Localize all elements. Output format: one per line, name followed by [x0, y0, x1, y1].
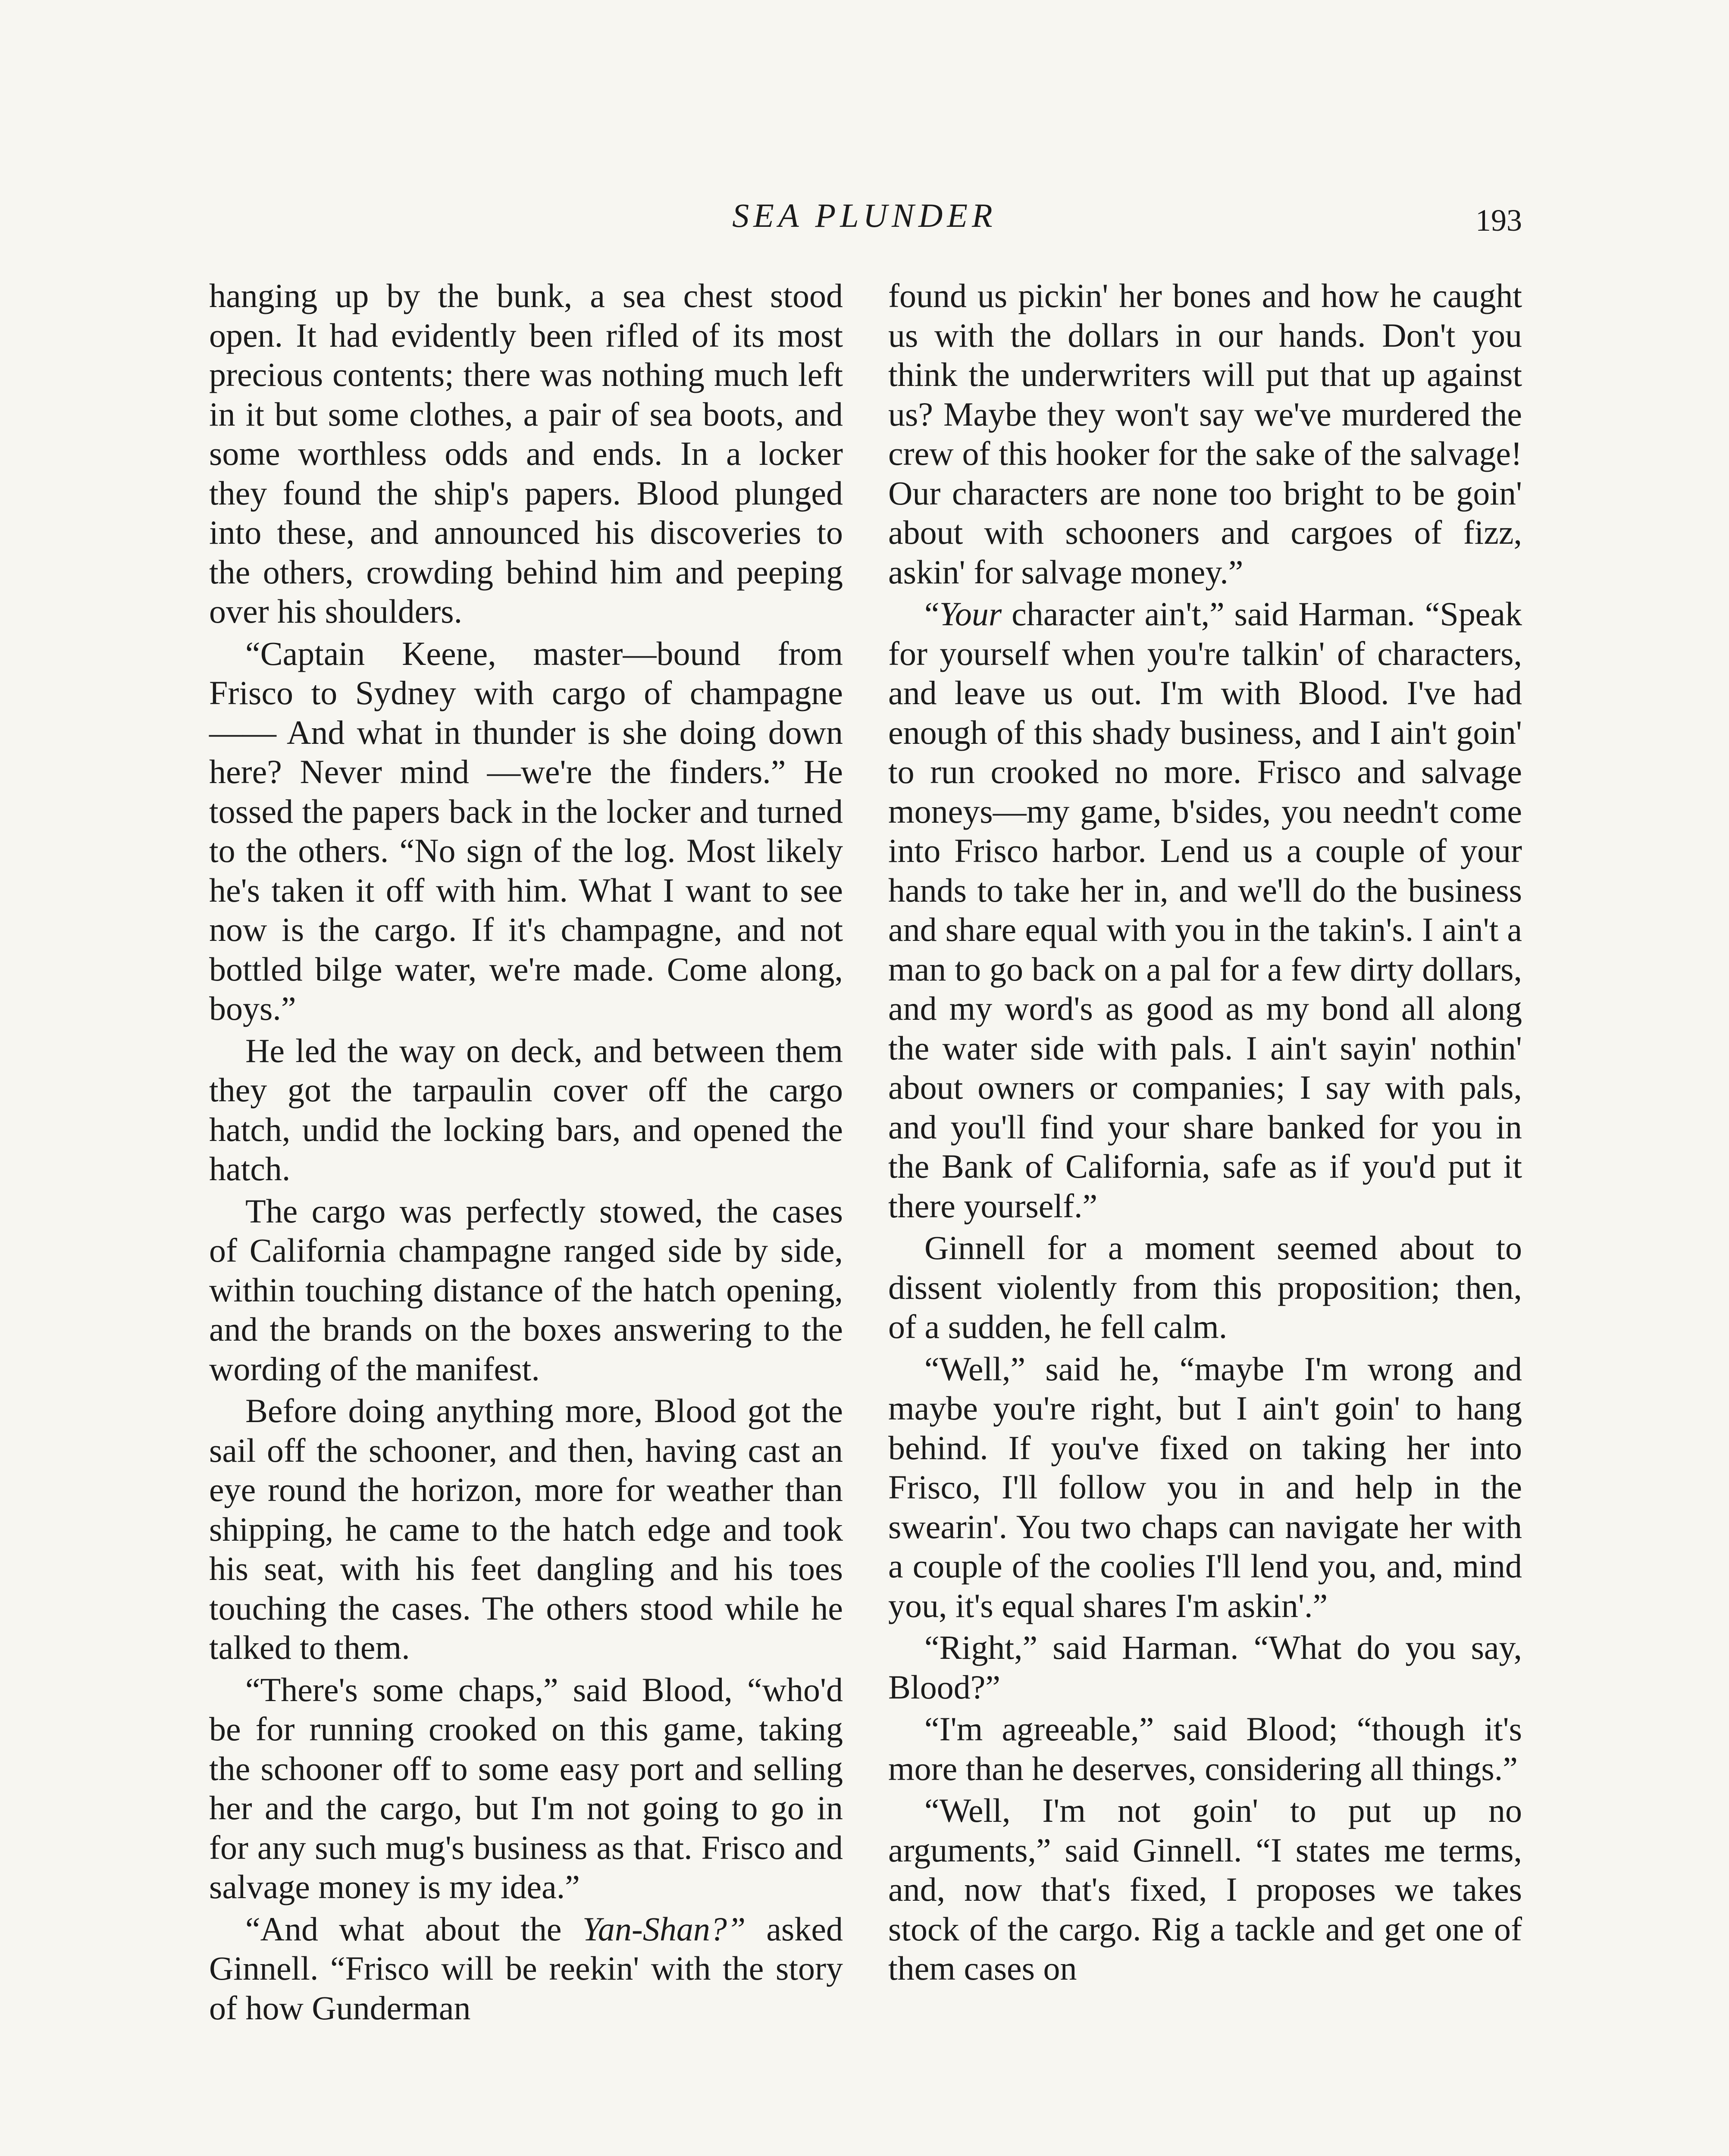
text-run: “And what about the: [245, 1910, 583, 1948]
text-run: asked Ginnell. “Frisco will be reekin' with the story of how Gunderman: [209, 1910, 843, 2027]
paragraph: “Captain Keene, master—bound from Frisco to Sydney with cargo of champagne—— And what in thunder is she doing down here? Never mind —we're the finders.” He tossed the papers back in the locker and turned to the others. “No sign of the log. Most likely he's taken it off with him. What I want to see now is the cargo. If it's champagne, and not bottled bilge water, we're made. Come along, boys.”: [209, 634, 843, 1027]
paragraph: hanging up by the bunk, a sea chest stood open. It had evidently been rifled of its most precious contents; there was nothing much left in it but some clothes, a pair of sea boots, and some worthless odds and ends. In a locker they found the ship's papers. Blood plunged into these, and announced his discoveries to the others, crowding behind him and peeping over his shoulders.: [209, 277, 843, 630]
paragraph: Before doing anything more, Blood got the sail off the schooner, and then, having cast an eye round the horizon, more for weather than shipping, he came to the hatch edge and took his seat, with his feet dangling and his toes touching the cases. The others stood while he talked to them.: [209, 1392, 843, 1666]
paragraph: “There's some chaps,” said Blood, “who'd be for running crooked on this game, taking the schooner off to some easy port and selling her and the cargo, but I'm not going to go in for any such mug's business as that. Frisco and salvage money is my idea.”: [209, 1670, 843, 1905]
running-head-title: SEA PLUNDER: [732, 197, 997, 234]
paragraph: The cargo was perfectly stowed, the cases of California champagne ranged side by side, within touching distance of the hatch opening, and the brands on the boxes answering to the wording of the manifest.: [209, 1192, 843, 1388]
text-run: character ain't,” said Harman. “Speak for yourself when you're talkin' of characters, and leave us out. I'm with Blood. I've had enough of this shady business, and I ain't goin' to run crooked no more. Frisco and salvage moneys—my game, b'sides, you needn't come into Frisco harbor. Lend us a couple of your hands to take her in, and we'll do the business and share equal with you in the takin's. I ain't a man to go back on a pal for a few dirty dollars, and my word's as good as my bond all along the water side with pals. I ain't sayin' nothin' about owners or companies; I say with pals, and you'll find your share banked for you in the Bank of California, safe as if you'd put it there yourself.”: [888, 595, 1522, 1225]
paragraph: He led the way on deck, and between them they got the tarpaulin cover off the cargo hatch, undid the locking bars, and opened the hatch.: [209, 1031, 843, 1188]
paragraph: “I'm agreeable,” said Blood; “though it's more than he deserves, considering all things.”: [888, 1710, 1522, 1787]
paragraph: [888, 594, 1522, 1225]
right-text-column: [888, 276, 1522, 1988]
italic-emphasis: Your: [939, 595, 1002, 633]
paragraph: Ginnell for a moment seemed about to dissent violently from this proposition; then, of a sudden, he fell calm.: [888, 1229, 1522, 1345]
paragraph: “Right,” said Harman. “What do you say, Blood?”: [888, 1629, 1522, 1706]
italic-ship-name: Yan-Shan?”: [582, 1910, 746, 1948]
paragraph: “Well, I'm not goin' to put up no arguments,” said Ginnell. “I states me terms, and, now that's fixed, I proposes we takes stock of the cargo. Rig a tackle and get one of them cases on: [888, 1792, 1522, 1987]
text-run: “: [924, 595, 940, 633]
page-number: 193: [1475, 203, 1522, 238]
paragraph: “Well,” said he, “maybe I'm wrong and maybe you're right, but I ain't goin' to hang behind. If you've fixed on taking her into Frisco, I'll follow you in and help in the swearin'. You two chaps can navigate her with a couple of the coolies I'll lend you, and, mind you, it's equal shares I'm askin'.”: [888, 1350, 1522, 1624]
left-text-column: [209, 276, 843, 2028]
paragraph: [209, 1909, 843, 2028]
paragraph: found us pickin' her bones and how he caught us with the dollars in our hands. Don't you think the underwriters will put that up against us? Maybe they won't say we've murdered the crew of this hooker for the sake of the salvage! Our characters are none too bright to be goin' about with schooners and cargoes of fizz, askin' for salvage money.”: [888, 277, 1522, 591]
